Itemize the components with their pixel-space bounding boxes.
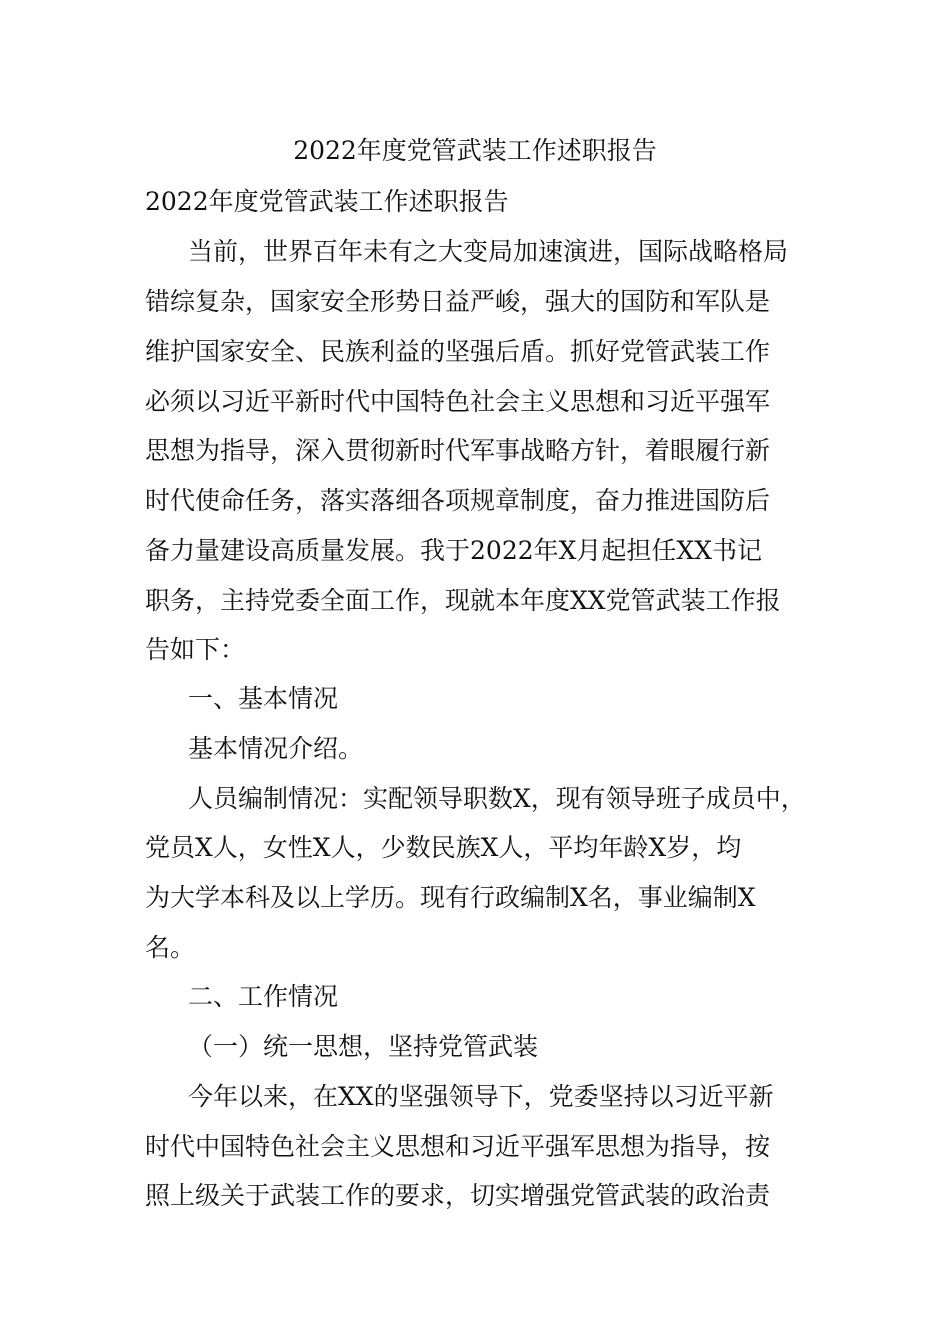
paragraph-line: 党员X人，女性X人，少数民族X人，平均年龄X岁，均: [145, 833, 742, 862]
section-heading-basic: 一、基本情况: [188, 684, 339, 713]
paragraph-line: 维护国家安全、民族利益的坚强后盾。抓好党管武装工作: [145, 337, 771, 366]
paragraph-line: 名。: [145, 933, 196, 962]
paragraph-line: 当前，世界百年未有之大变局加速演进，国际战略格局: [188, 237, 789, 266]
section-heading-work: 二、工作情况: [188, 982, 339, 1011]
paragraph-line: 人员编制情况：实配领导职数X，现有领导班子成员中，: [188, 784, 806, 813]
paragraph-line: 为大学本科及以上学历。现有行政编制X名，事业编制X: [145, 883, 756, 912]
paragraph-line: 今年以来，在XX的坚强领导下，党委坚持以习近平新: [188, 1082, 774, 1111]
document-title: 2022年度党管武装工作述职报告: [293, 136, 657, 165]
subsection-heading: （一）统一思想，坚持党管武装: [188, 1032, 539, 1061]
paragraph-line: 照上级关于武装工作的要求，切实增强党管武装的政治责: [145, 1181, 771, 1210]
paragraph-line: 思想为指导，深入贯彻新时代军事战略方针，着眼履行新: [145, 436, 771, 465]
paragraph-line: 告如下：: [145, 635, 246, 664]
paragraph-line: 职务，主持党委全面工作，现就本年度XX党管武装工作报: [145, 586, 781, 615]
section-intro: 基本情况介绍。: [188, 734, 364, 763]
document-subtitle: 2022年度党管武装工作述职报告: [145, 187, 509, 216]
paragraph-line: 时代使命任务，落实落细各项规章制度，奋力推进国防后: [145, 486, 771, 515]
paragraph-line: 时代中国特色社会主义思想和习近平强军思想为指导，按: [145, 1132, 771, 1161]
paragraph-line: 备力量建设高质量发展。我于2022年X月起担任XX书记: [145, 536, 763, 565]
paragraph-line: 错综复杂，国家安全形势日益严峻，强大的国防和军队是: [145, 287, 771, 316]
paragraph-line: 必须以习近平新时代中国特色社会主义思想和习近平强军: [145, 387, 771, 416]
